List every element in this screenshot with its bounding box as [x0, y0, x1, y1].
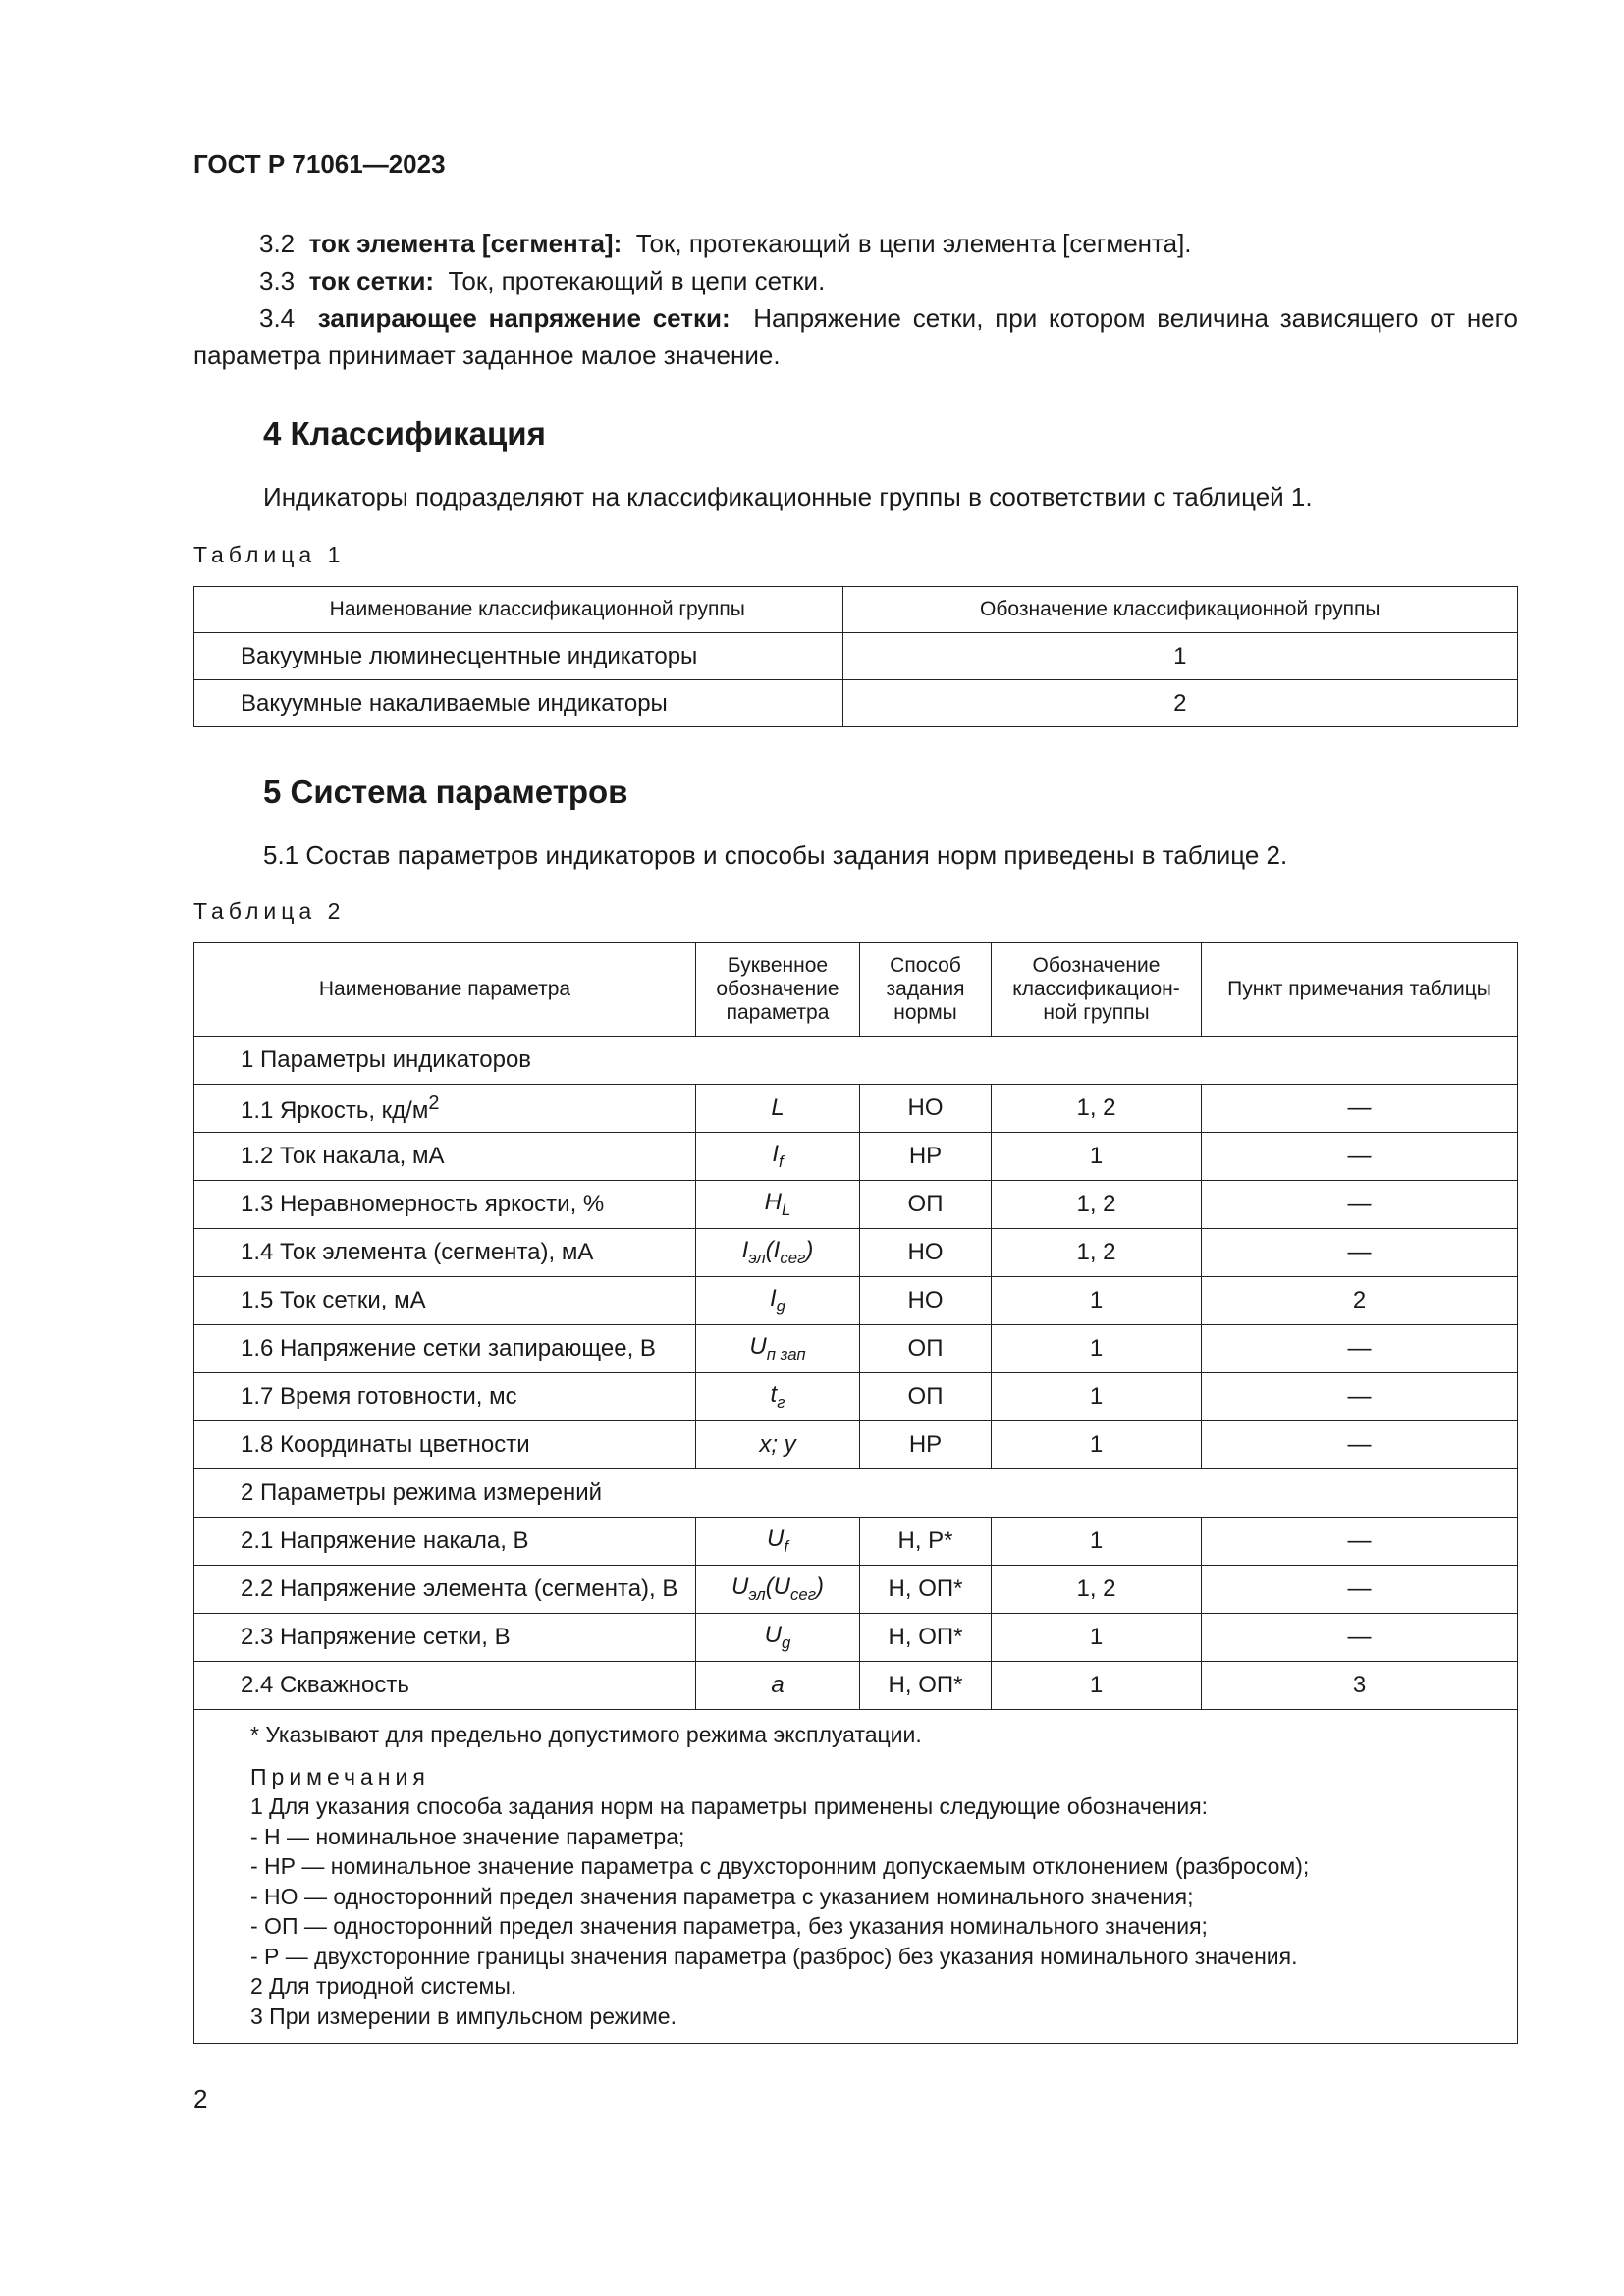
- parameter-symbol: L: [771, 1095, 785, 1121]
- note-ref-cell: —: [1202, 1325, 1518, 1373]
- parameter-symbol-alt: (U: [765, 1574, 791, 1601]
- group-cell: 1: [992, 1277, 1202, 1325]
- parameter-name: 1.5 Ток сетки, мА: [241, 1287, 426, 1313]
- parameter-symbol-cell: [696, 1518, 860, 1566]
- definition-term: ток элемента [сегмента]:: [308, 229, 623, 258]
- parameter-symbol-cell: [696, 1566, 860, 1614]
- parameter-name: 2.3 Напряжение сетки, В: [241, 1624, 511, 1650]
- note-line: - Н — номинальное значение параметра;: [250, 1823, 685, 1849]
- table-row: [194, 633, 1518, 680]
- parameter-name: 1.7 Время готовности, мс: [241, 1383, 517, 1410]
- table-row: [194, 1181, 1518, 1229]
- section-5-intro: 5.1 Состав параметров индикаторов и способы задания норм приведены в таблице 2.: [263, 840, 1288, 870]
- note-ref-cell: —: [1202, 1518, 1518, 1566]
- table-header-cell: Обозначение классификационной группы: [842, 587, 1517, 633]
- document-header: ГОСТ Р 71061—2023: [193, 149, 446, 179]
- parameter-name-cell: [194, 1325, 696, 1373]
- table-row: [194, 680, 1518, 727]
- group-cell: 1: [992, 1614, 1202, 1662]
- table-header-row: [194, 587, 1518, 633]
- parameter-name: 1.2 Ток накала, мА: [241, 1143, 445, 1169]
- parameter-name-cell: [194, 1085, 696, 1133]
- parameter-name-cell: [194, 1229, 696, 1277]
- parameter-symbol-subscript: f: [779, 1151, 784, 1171]
- parameter-name: 2.2 Напряжение элемента (сегмента), В: [241, 1575, 678, 1602]
- parameter-name-cell: [194, 1277, 696, 1325]
- parameter-symbol-cell: [696, 1133, 860, 1181]
- norm-method-cell: Н, ОП*: [860, 1662, 992, 1710]
- table-header-cell: Наименование классификационной группы: [194, 587, 843, 633]
- parameter-name-cell: [194, 1662, 696, 1710]
- note-line: - НР — номинальное значение параметра с двухсторонним допускаемым отклонением (разбросом);: [250, 1853, 1310, 1879]
- definition-term: запирающее напряжение сетки:: [317, 303, 731, 333]
- page-number: 2: [193, 2084, 208, 2113]
- parameter-symbol-subscript: п зап: [766, 1344, 806, 1363]
- table-header-cell: Обозначение классификацион-ной группы: [992, 943, 1202, 1037]
- table-2-caption: Таблица 2: [193, 898, 346, 924]
- group-cell: 1: [992, 1662, 1202, 1710]
- table-1: [193, 586, 1518, 727]
- section-4-intro: Индикаторы подразделяют на классификационные группы в соответствии с таблицей 1.: [263, 482, 1313, 511]
- note-line: - ОП — односторонний предел значения параметра, без указания номинального значения;: [250, 1913, 1208, 1939]
- parameter-name: 1.6 Напряжение сетки запирающее, В: [241, 1335, 656, 1362]
- table-notes-cell: [194, 1710, 1518, 2044]
- group-cell: 1, 2: [992, 1229, 1202, 1277]
- parameter-symbol-subscript: g: [782, 1632, 791, 1652]
- norm-method-cell: Н, Р*: [860, 1518, 992, 1566]
- table-cell: 2: [842, 680, 1517, 727]
- table-row: [194, 1085, 1518, 1133]
- group-cell: 1: [992, 1325, 1202, 1373]
- parameter-name-cell: [194, 1518, 696, 1566]
- parameter-symbol: U: [749, 1333, 767, 1361]
- table-row: [194, 1518, 1518, 1566]
- norm-method-cell: ОП: [860, 1373, 992, 1421]
- parameter-symbol-subscript: эл: [748, 1584, 766, 1604]
- norm-method-cell: ОП: [860, 1325, 992, 1373]
- norm-method-cell: НО: [860, 1229, 992, 1277]
- parameter-symbol: U: [764, 1622, 782, 1649]
- parameter-symbol-alt-end: ): [816, 1574, 825, 1601]
- definition-3-2: [193, 225, 1518, 262]
- table-section-label: 1 Параметры индикаторов: [194, 1037, 1518, 1085]
- table-header-cell: Буквенное обозначение параметра: [696, 943, 860, 1037]
- parameter-name-cell: [194, 1133, 696, 1181]
- table-header-row: [194, 943, 1518, 1037]
- table-row: [194, 1133, 1518, 1181]
- parameter-symbol-subscript: f: [784, 1536, 788, 1556]
- note-ref-cell: —: [1202, 1229, 1518, 1277]
- norm-method-cell: НО: [860, 1277, 992, 1325]
- parameter-symbol-subscript: г: [777, 1392, 785, 1412]
- table-notes-row: [194, 1710, 1518, 2044]
- table-row: [194, 1373, 1518, 1421]
- table-header-cell: Способ задания нормы: [860, 943, 992, 1037]
- parameter-name: 1.4 Ток элемента (сегмента), мА: [241, 1239, 594, 1265]
- parameter-name-cell: [194, 1614, 696, 1662]
- table-row: [194, 1662, 1518, 1710]
- parameter-symbol-alt-subscript: сег: [780, 1248, 806, 1267]
- norm-method-cell: ОП: [860, 1181, 992, 1229]
- table-cell: Вакуумные накаливаемые индикаторы: [194, 680, 843, 727]
- section-5-title: 5 Система параметров: [263, 774, 628, 810]
- norm-method-cell: Н, ОП*: [860, 1566, 992, 1614]
- parameter-name: 2.4 Скважность: [241, 1672, 409, 1698]
- parameter-symbol-cell: [696, 1614, 860, 1662]
- parameter-symbol: H: [764, 1189, 782, 1216]
- table-row: [194, 1421, 1518, 1469]
- parameter-symbol-alt-end: ): [805, 1237, 814, 1264]
- parameter-name-cell: [194, 1181, 696, 1229]
- definition-3-3: [193, 262, 1518, 299]
- parameter-name-superscript: 2: [428, 1092, 440, 1114]
- definition-number: 3.3: [259, 266, 296, 295]
- table-footnote: * Указывают для предельно допустимого режима эксплуатации.: [250, 1722, 922, 1747]
- note-ref-cell: —: [1202, 1181, 1518, 1229]
- parameter-symbol-cell: [696, 1277, 860, 1325]
- group-cell: 1: [992, 1133, 1202, 1181]
- parameter-symbol-subscript: g: [776, 1296, 785, 1315]
- parameter-name: 2.1 Напряжение накала, В: [241, 1527, 529, 1554]
- group-cell: 1: [992, 1421, 1202, 1469]
- table-row: [194, 1325, 1518, 1373]
- table-row: [194, 1229, 1518, 1277]
- parameter-name: 1.3 Неравномерность яркости, %: [241, 1191, 605, 1217]
- note-line: 2 Для триодной системы.: [250, 1973, 517, 1999]
- table-header-cell: Наименование параметра: [194, 943, 696, 1037]
- norm-method-cell: НО: [860, 1085, 992, 1133]
- parameter-symbol-cell: [696, 1421, 860, 1469]
- table-1-caption: Таблица 1: [193, 542, 346, 567]
- table-row: [194, 1566, 1518, 1614]
- group-cell: 1, 2: [992, 1085, 1202, 1133]
- definition-text: Ток, протекающий в цепи сетки.: [448, 266, 826, 295]
- definition-text: Напряжение сетки, при котором величина зависящего от него параметра принимает заданное малое значение.: [193, 303, 1519, 370]
- parameter-name: 1.8 Координаты цветности: [241, 1431, 530, 1458]
- note-line: 3 При измерении в импульсном режиме.: [250, 2002, 677, 2029]
- norm-method-cell: НР: [860, 1133, 992, 1181]
- norm-method-cell: НР: [860, 1421, 992, 1469]
- note-ref-cell: —: [1202, 1566, 1518, 1614]
- norm-method-cell: Н, ОП*: [860, 1614, 992, 1662]
- notes-list: [250, 1791, 1497, 2031]
- table-section-row: [194, 1037, 1518, 1085]
- table-2: [193, 942, 1518, 2044]
- definition-3-4: [193, 299, 1518, 374]
- note-line: - Р — двухсторонние границы значения параметра (разброс) без указания номинального значения.: [250, 1943, 1298, 1969]
- group-cell: 1: [992, 1373, 1202, 1421]
- parameter-symbol-subscript: L: [782, 1200, 791, 1219]
- parameter-symbol-cell: [696, 1229, 860, 1277]
- table-row: [194, 1614, 1518, 1662]
- parameter-symbol: t: [770, 1381, 778, 1409]
- table-header-cell: Пункт примечания таблицы: [1202, 943, 1518, 1037]
- parameter-symbol-subscript: эл: [748, 1248, 766, 1267]
- definition-term: ток сетки:: [308, 266, 435, 295]
- parameter-symbol-cell: [696, 1085, 860, 1133]
- table-section-label: 2 Параметры режима измерений: [194, 1469, 1518, 1518]
- note-line: - НО — односторонний предел значения параметра с указанием номинального значения;: [250, 1883, 1194, 1909]
- parameter-symbol: I: [769, 1285, 777, 1312]
- group-cell: 1: [992, 1518, 1202, 1566]
- note-line: 1 Для указания способа задания норм на параметры применены следующие обозначения:: [250, 1793, 1209, 1819]
- note-ref-cell: —: [1202, 1133, 1518, 1181]
- parameter-symbol-alt-subscript: сег: [790, 1584, 817, 1604]
- parameter-symbol: a: [771, 1672, 785, 1698]
- note-ref-cell: —: [1202, 1373, 1518, 1421]
- parameter-symbol-cell: [696, 1662, 860, 1710]
- parameter-symbol: I: [741, 1237, 749, 1264]
- group-cell: 1, 2: [992, 1566, 1202, 1614]
- table-cell: 1: [842, 633, 1517, 680]
- parameter-symbol: I: [772, 1141, 779, 1168]
- parameter-symbol-cell: [696, 1373, 860, 1421]
- table-row: [194, 1277, 1518, 1325]
- parameter-name-cell: [194, 1421, 696, 1469]
- note-ref-cell: —: [1202, 1614, 1518, 1662]
- parameter-name-cell: [194, 1566, 696, 1614]
- parameter-symbol: U: [766, 1525, 785, 1553]
- table-section-row: [194, 1469, 1518, 1518]
- parameter-name: 1.1 Яркость, кд/м: [241, 1096, 429, 1124]
- definition-text: Ток, протекающий в цепи элемента [сегмента].: [635, 229, 1192, 258]
- note-ref-cell: —: [1202, 1421, 1518, 1469]
- definition-number: 3.4: [259, 303, 296, 333]
- definition-number: 3.2: [259, 229, 296, 258]
- note-ref-cell: —: [1202, 1085, 1518, 1133]
- parameter-symbol-cell: [696, 1181, 860, 1229]
- note-ref-cell: 3: [1202, 1662, 1518, 1710]
- parameter-symbol: U: [731, 1574, 749, 1601]
- table-cell: Вакуумные люминесцентные индикаторы: [194, 633, 843, 680]
- parameter-symbol-cell: [696, 1325, 860, 1373]
- notes-caption: Примечания: [250, 1763, 430, 1789]
- parameter-symbol-alt: (I: [765, 1237, 781, 1264]
- parameter-name-cell: [194, 1373, 696, 1421]
- group-cell: 1, 2: [992, 1181, 1202, 1229]
- note-ref-cell: 2: [1202, 1277, 1518, 1325]
- parameter-symbol: x; y: [759, 1431, 796, 1458]
- section-4-title: 4 Классификация: [263, 415, 546, 452]
